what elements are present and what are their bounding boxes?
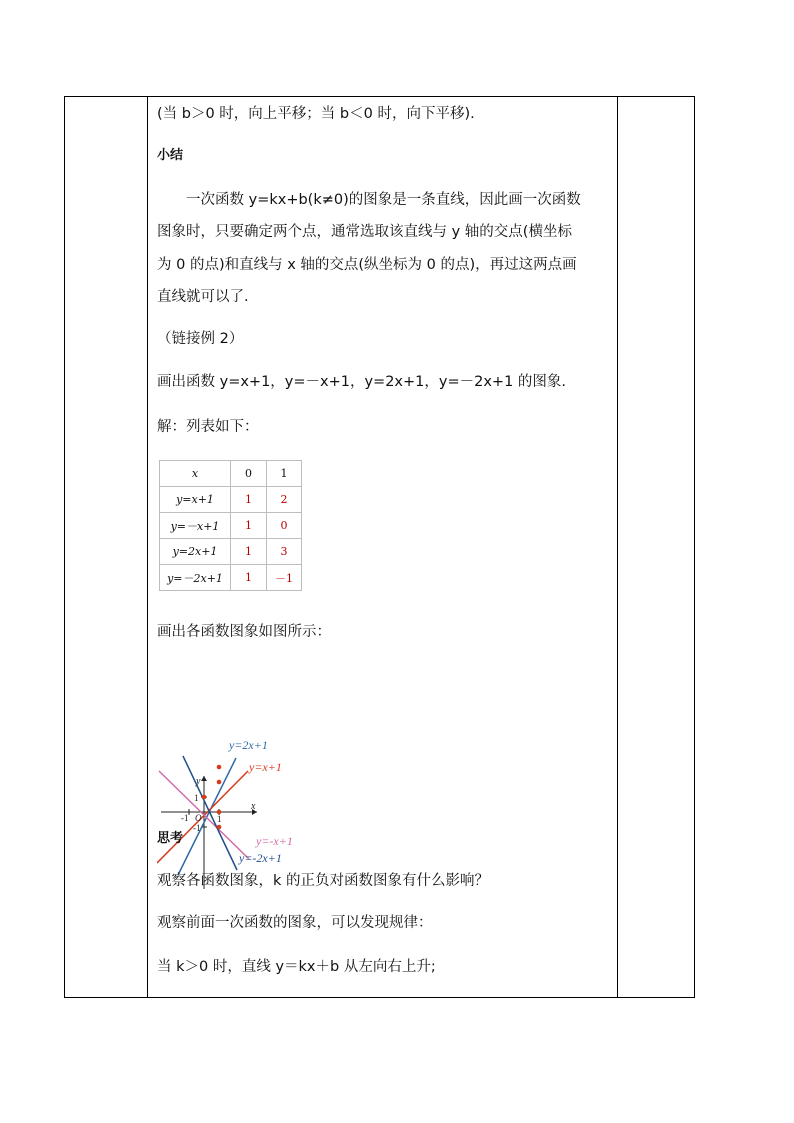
function-graph (157, 664, 317, 894)
x-axis-label: x (251, 801, 256, 812)
summary-heading: 小结 (157, 148, 184, 163)
table-row (160, 539, 302, 565)
table-cell: 0 (267, 513, 302, 539)
rule-text: 当 k＞0 时，直线 y＝kx＋b 从左向右上升; (157, 959, 436, 975)
line-y-x-plus-1 (157, 771, 248, 863)
table-header-cell: x (160, 461, 231, 487)
table-row-label: y=－2x+1 (160, 565, 231, 591)
summary-line: 一次函数 y=kx+b(k≠0)的图象是一条直线，因此画一次函数 (186, 192, 581, 208)
value-table (159, 460, 302, 591)
table-cell: 3 (267, 539, 302, 565)
table-header-row (160, 461, 302, 487)
table-cell: 1 (231, 487, 267, 513)
label-y-neg-2x-plus-1: y=-2x+1 (239, 851, 282, 865)
table-cell: 1 (231, 513, 267, 539)
example-link: （链接例 2） (157, 331, 244, 347)
point-1-2 (217, 780, 222, 785)
x-neg1-label: -1 (181, 813, 189, 823)
table-row (160, 565, 302, 591)
table-row (160, 487, 302, 513)
graph-caption: 画出各函数图象如图所示： (157, 624, 331, 640)
table-row (160, 513, 302, 539)
table-cell: 2 (267, 487, 302, 513)
observe-text: 观察前面一次函数的图象，可以发现规律： (157, 915, 433, 931)
label-y-neg-x-plus-1: y=-x+1 (256, 834, 293, 848)
table-row-label: y=2x+1 (160, 539, 231, 565)
label-y-2x-plus-1: y=2x+1 (229, 738, 268, 752)
summary-line: 为 0 的点)和直线与 x 轴的交点(纵坐标为 0 的点)，再过这两点画 (157, 257, 577, 273)
table-row-label: y=－x+1 (160, 513, 231, 539)
table-cell: 1 (231, 539, 267, 565)
summary-line: 图象时，只要确定两个点，通常选取该直线与 y 轴的交点(横坐标 (157, 224, 572, 240)
y-axis-label: y (196, 776, 201, 787)
y-axis-arrow (201, 776, 207, 781)
point-1-neg1 (217, 825, 222, 830)
shift-note: (当 b＞0 时，向上平移；当 b＜0 时，向下平移). (157, 106, 475, 122)
table-cell: 1 (231, 565, 267, 591)
think-heading: 思考 (157, 831, 184, 846)
table-row-label: y=x+1 (160, 487, 231, 513)
column-divider-left (147, 97, 148, 997)
table-cell: －1 (267, 565, 302, 591)
think-question: 观察各函数图象，k 的正负对函数图象有什么影响？ (157, 873, 490, 889)
y-neg1-label: -1 (193, 823, 201, 833)
solution-intro: 解：列表如下： (157, 419, 259, 435)
label-y-x-plus-1: y=x+1 (249, 760, 282, 774)
x-1-label: 1 (217, 814, 222, 824)
point-1-3 (217, 765, 222, 770)
example-prompt: 画出函数 y=x+1，y=－x+1，y=2x+1，y=－2x+1 的图象. (157, 374, 567, 390)
column-divider-right (617, 97, 618, 997)
summary-line: 直线就可以了. (157, 289, 249, 305)
y-1-label: 1 (194, 793, 199, 803)
origin-label: O (195, 813, 202, 823)
table-header-cell: 0 (231, 461, 267, 487)
point-0-1 (202, 795, 207, 800)
table-header-cell: 1 (267, 461, 302, 487)
